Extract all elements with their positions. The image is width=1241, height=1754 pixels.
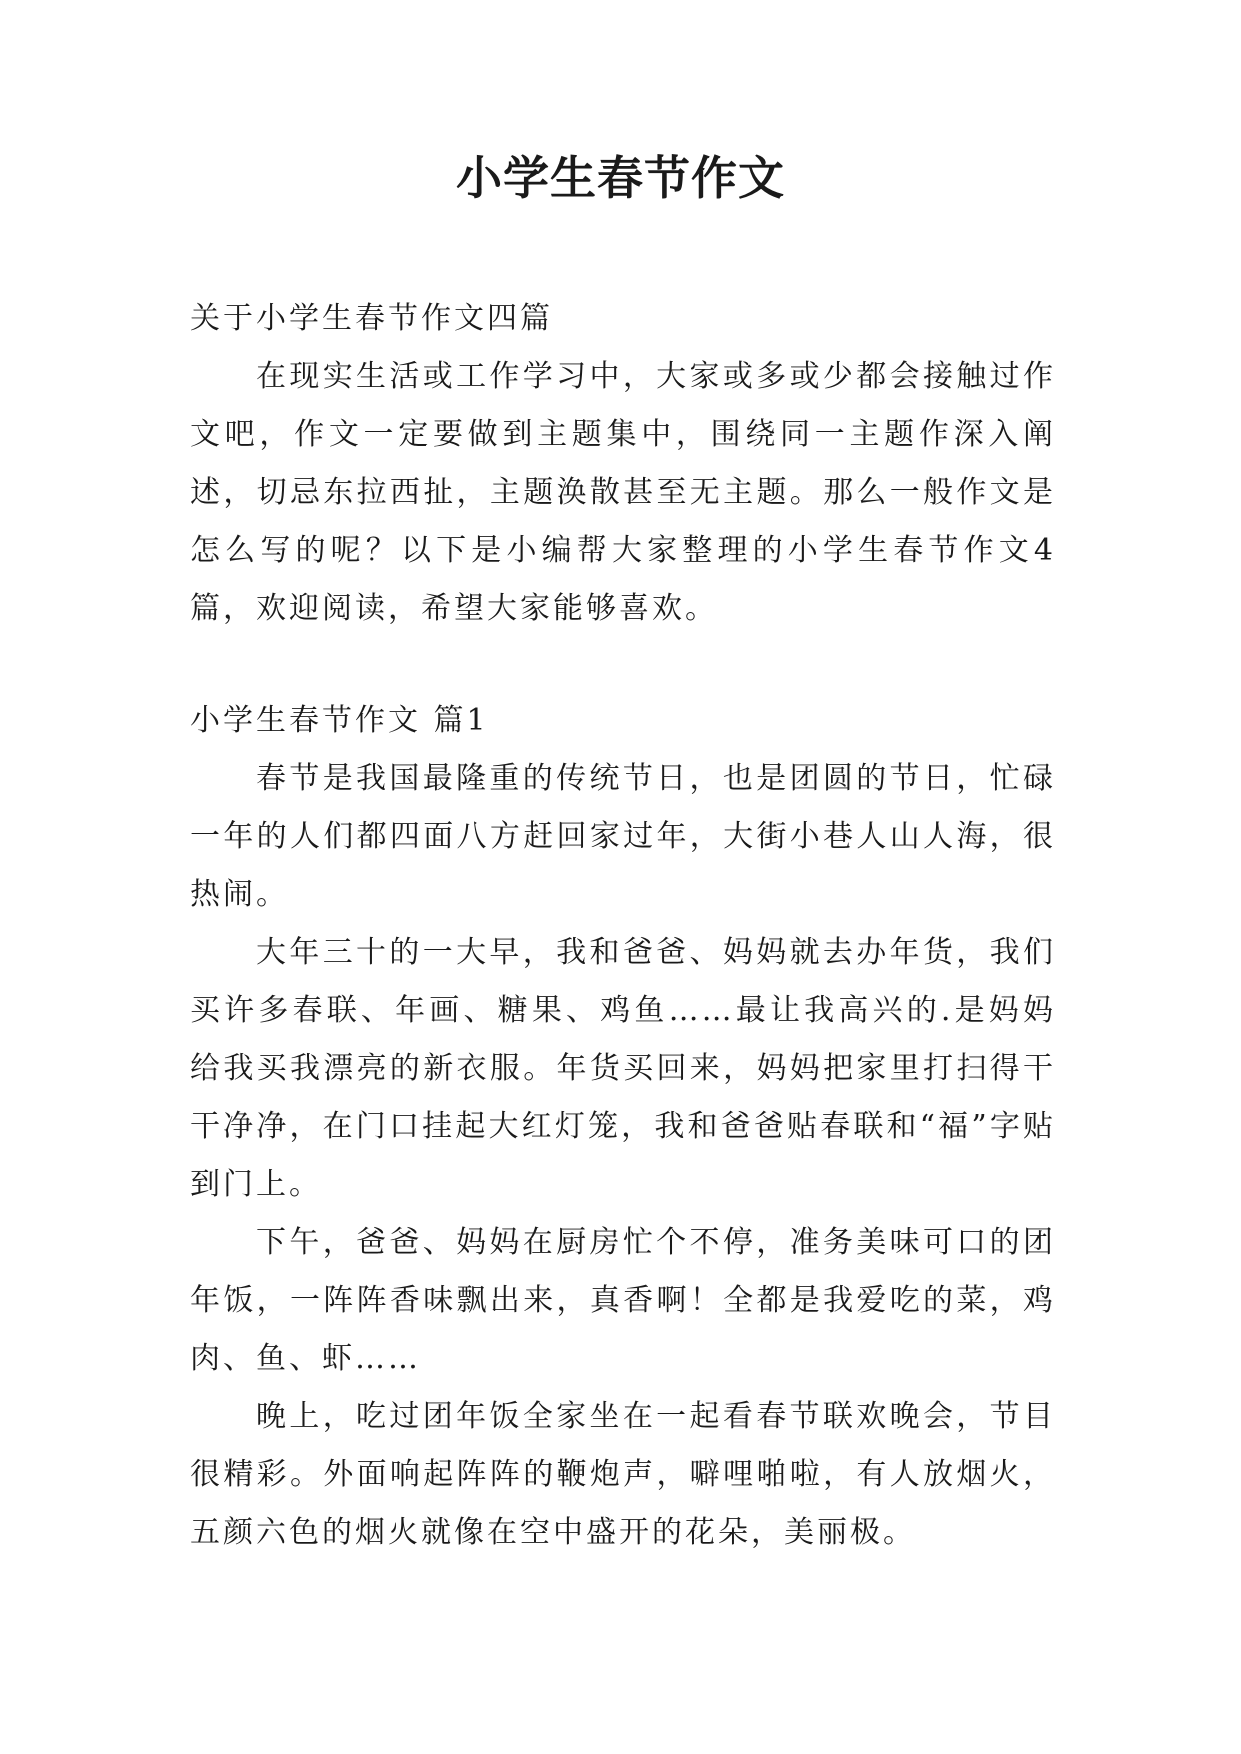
document-title: 小学生春节作文: [456, 151, 785, 205]
section-spacer: [190, 638, 1056, 692]
essay-1-paragraph: 大年三十的一大早，我和爸爸、妈妈就去办年货，我们买许多春联、年画、糖果、鸡鱼……最让我高兴的.是妈妈给我买我漂亮的新衣服。年货买回来，妈妈把家里打扫得干干净净，在门口挂起大红灯笼，我和爸爸贴春联和“福”字贴到门上。: [190, 935, 1056, 1202]
essay-1-paragraph: 春节是我国最隆重的传统节日，也是团圆的节日，忙碌一年的人们都四面八方赶回家过年，大街小巷人山人海，很热闹。: [190, 761, 1056, 912]
document-body: [190, 290, 1056, 1562]
essay-1-paragraph: 晚上，吃过团年饭全家坐在一起看春节联欢晚会，节目很精彩。外面响起阵阵的鞭炮声，噼哩啪啦，有人放烟火，五颜六色的烟火就像在空中盛开的花朵，美丽极。: [190, 1399, 1056, 1550]
intro-paragraph: 在现实生活或工作学习中，大家或多或少都会接触过作文吧，作文一定要做到主题集中，围绕同一主题作深入阐述，切忌东拉西扯，主题涣散甚至无主题。那么一般作文是怎么写的呢？以下是小编帮大家整理的小学生春节作文4篇，欢迎阅读，希望大家能够喜欢。: [190, 359, 1056, 626]
intro-heading: 关于小学生春节作文四篇: [190, 301, 553, 336]
essay-1-paragraph: 下午，爸爸、妈妈在厨房忙个不停，准务美味可口的团年饭，一阵阵香味飘出来，真香啊！全都是我爱吃的菜，鸡肉、鱼、虾……: [190, 1225, 1056, 1376]
essay-1-heading: 小学生春节作文 篇1: [190, 703, 489, 738]
